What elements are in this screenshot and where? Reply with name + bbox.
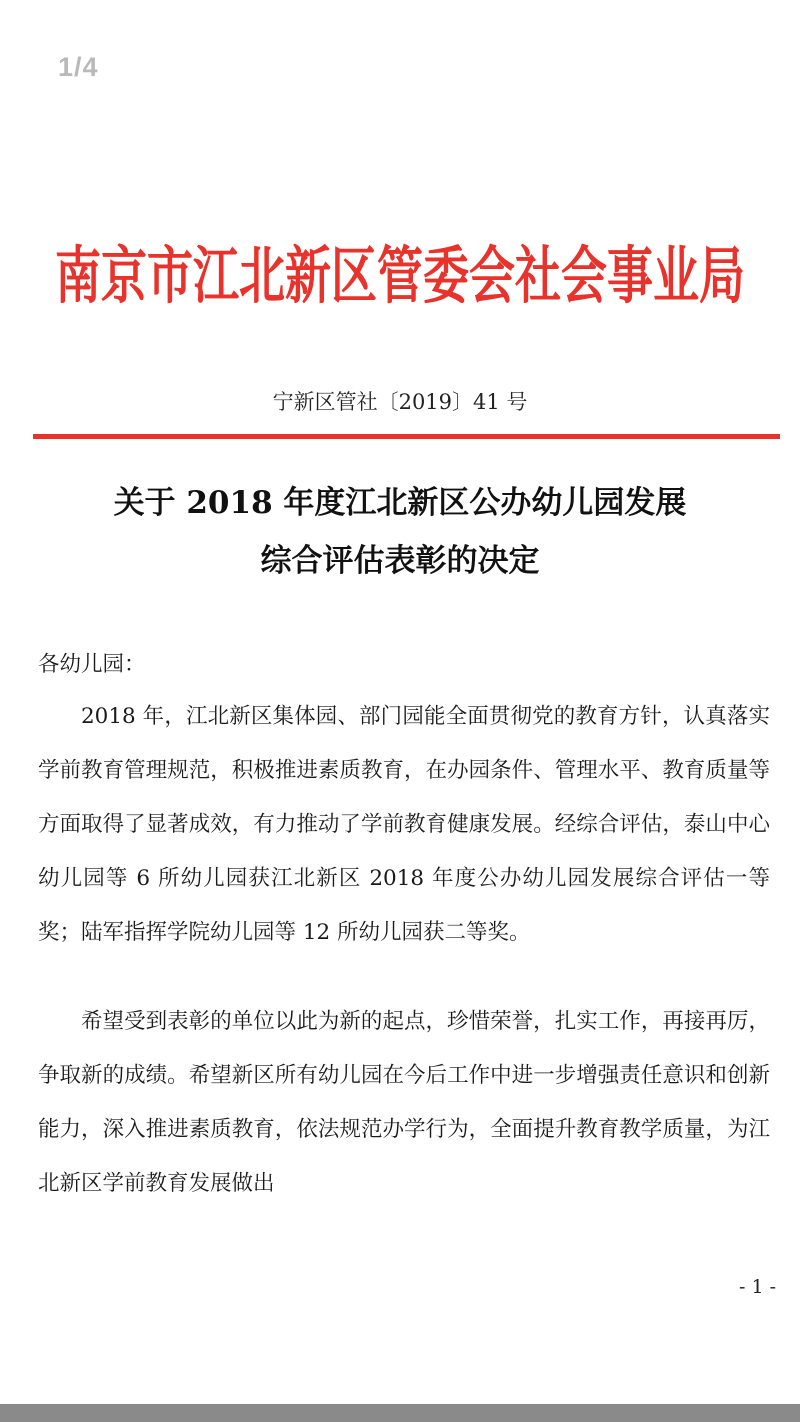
page-indicator: 1/4 bbox=[58, 52, 99, 82]
body-paragraph: 希望受到表彰的单位以此为新的起点，珍惜荣誉，扎实工作，再接再厉，争取新的成绩。希望新区所有幼儿园在今后工作中进一步增强责任意识和创新能力，深入推进素质教育，依法规范办学行为，全面提升教育教学质量，为江北新区学前教育发展做出 bbox=[38, 1009, 770, 1196]
red-divider-line bbox=[33, 434, 780, 439]
page-number: - 1 - bbox=[738, 1276, 776, 1298]
viewer-bottom-bar bbox=[0, 1404, 800, 1422]
document-title-line-2: 综合评估表彰的决定 bbox=[260, 543, 540, 579]
document-title-line-1: 关于 2018 年度江北新区公办幼儿园发展 bbox=[113, 485, 687, 521]
salutation: 各幼儿园： bbox=[38, 652, 146, 677]
body-paragraph: 2018 年，江北新区集体园、部门园能全面贯彻党的教育方针，认真落实学前教育管理规范，积极推进素质教育，在办园条件、管理水平、教育质量等方面取得了显著成效，有力推动了学前教育健康发展。经综合评估，泰山中心幼儿园等 6 所幼儿园获江北新区 2018 年度公办幼儿园发展综合评估一等奖；陆军指挥学院幼儿园等 12 所幼儿园获二等奖。 bbox=[38, 704, 770, 945]
document-number: 宁新区管社〔2019〕41 号 bbox=[272, 390, 528, 414]
issuer-header: 南京市江北新区管委会社会事业局 bbox=[55, 238, 745, 312]
